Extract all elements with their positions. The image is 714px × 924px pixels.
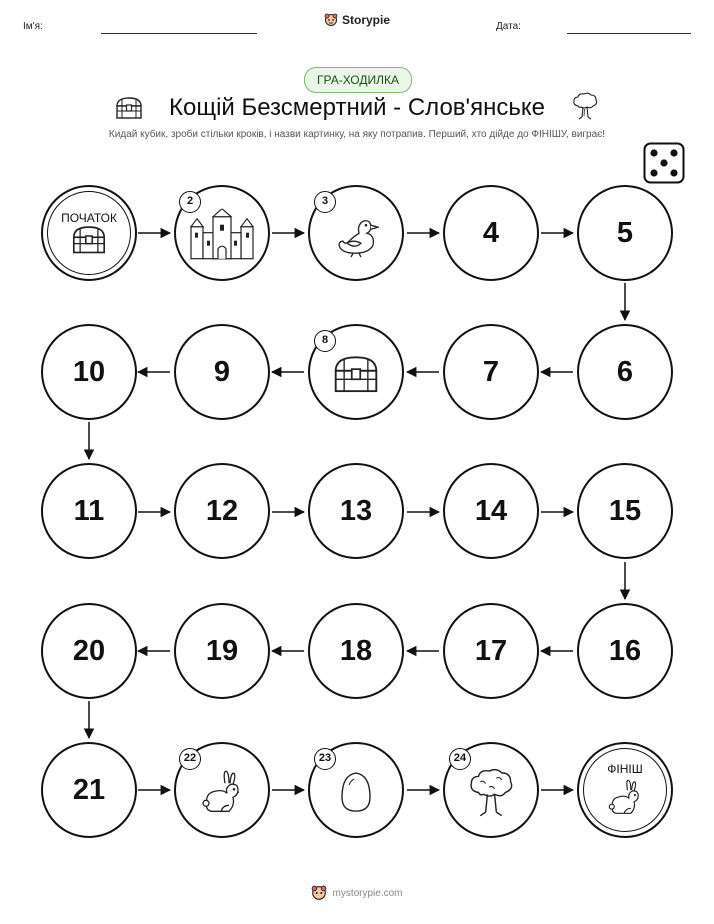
oak-tree-icon — [464, 768, 518, 818]
cell-number: 20 — [72, 634, 106, 667]
game-type-badge: ГРА-ХОДИЛКА — [304, 67, 412, 93]
treasure-chest-icon — [330, 352, 382, 396]
name-label: Ім'я: — [23, 21, 43, 32]
footer-link[interactable]: mystorypie.com — [332, 887, 403, 899]
cell-number-tag: 8 — [314, 330, 336, 352]
board-cell-7[interactable] — [443, 324, 539, 420]
cell-number-tag: 23 — [314, 748, 336, 770]
cell-number: 9 — [213, 355, 231, 388]
board-cell-5[interactable] — [577, 185, 673, 281]
board-cell-21[interactable] — [41, 742, 137, 838]
brand-name: Storypie — [341, 13, 390, 27]
cell-number: 14 — [474, 494, 508, 527]
board-cell-15[interactable] — [577, 463, 673, 559]
finish-label: ФІНІШ — [607, 762, 643, 776]
page-title: Кощій Безсмертний - Слов'янське — [169, 94, 545, 121]
board-cell-6[interactable] — [577, 324, 673, 420]
cell-number: 7 — [482, 355, 500, 388]
date-label: Дата: — [496, 21, 521, 32]
cell-number: 17 — [474, 634, 508, 667]
cell-number-tag: 24 — [449, 748, 471, 770]
duck-icon — [333, 213, 379, 257]
cell-number: 12 — [205, 494, 239, 527]
finish-cell[interactable] — [577, 742, 673, 838]
footer — [0, 885, 714, 906]
cell-number: 4 — [482, 216, 500, 249]
cell-number: 16 — [608, 634, 642, 667]
board-cell-20[interactable] — [41, 603, 137, 699]
board-cell-13[interactable] — [308, 463, 404, 559]
treasure-chest-icon — [70, 223, 108, 257]
cell-number: 19 — [205, 634, 239, 667]
board-cell-4[interactable] — [443, 185, 539, 281]
cell-number: 15 — [608, 494, 642, 527]
cell-number: 18 — [339, 634, 373, 667]
cell-number: 5 — [616, 216, 634, 249]
castle-icon — [187, 209, 257, 263]
cell-number: 11 — [73, 494, 105, 527]
board-cell-19[interactable] — [174, 603, 270, 699]
board-cell-12[interactable] — [174, 463, 270, 559]
rabbit-icon — [606, 779, 644, 817]
instructions: Кидай кубик, зроби стільки кроків, і назви картинку, на яку потрапив. Перший, хто дійде до ФІНІШУ, виграє! — [108, 129, 606, 140]
cell-number: 13 — [339, 494, 373, 527]
board-cell-16[interactable] — [577, 603, 673, 699]
cell-number-tag: 22 — [179, 748, 201, 770]
storypie-mascot-icon — [311, 885, 327, 901]
rabbit-icon — [199, 769, 245, 815]
cell-number: 10 — [72, 355, 106, 388]
board-cell-18[interactable] — [308, 603, 404, 699]
cell-number-tag: 2 — [179, 191, 201, 213]
board-cell-14[interactable] — [443, 463, 539, 559]
cell-number-tag: 3 — [314, 191, 336, 213]
board-cell-11[interactable] — [41, 463, 137, 559]
cell-number: 21 — [72, 773, 106, 806]
board-cell-17[interactable] — [443, 603, 539, 699]
board-cell-10[interactable] — [41, 324, 137, 420]
start-label: ПОЧАТОК — [61, 211, 117, 225]
cell-number: 6 — [616, 355, 634, 388]
board-cell-9[interactable] — [174, 324, 270, 420]
start-cell[interactable] — [41, 185, 137, 281]
egg-icon — [339, 771, 373, 813]
